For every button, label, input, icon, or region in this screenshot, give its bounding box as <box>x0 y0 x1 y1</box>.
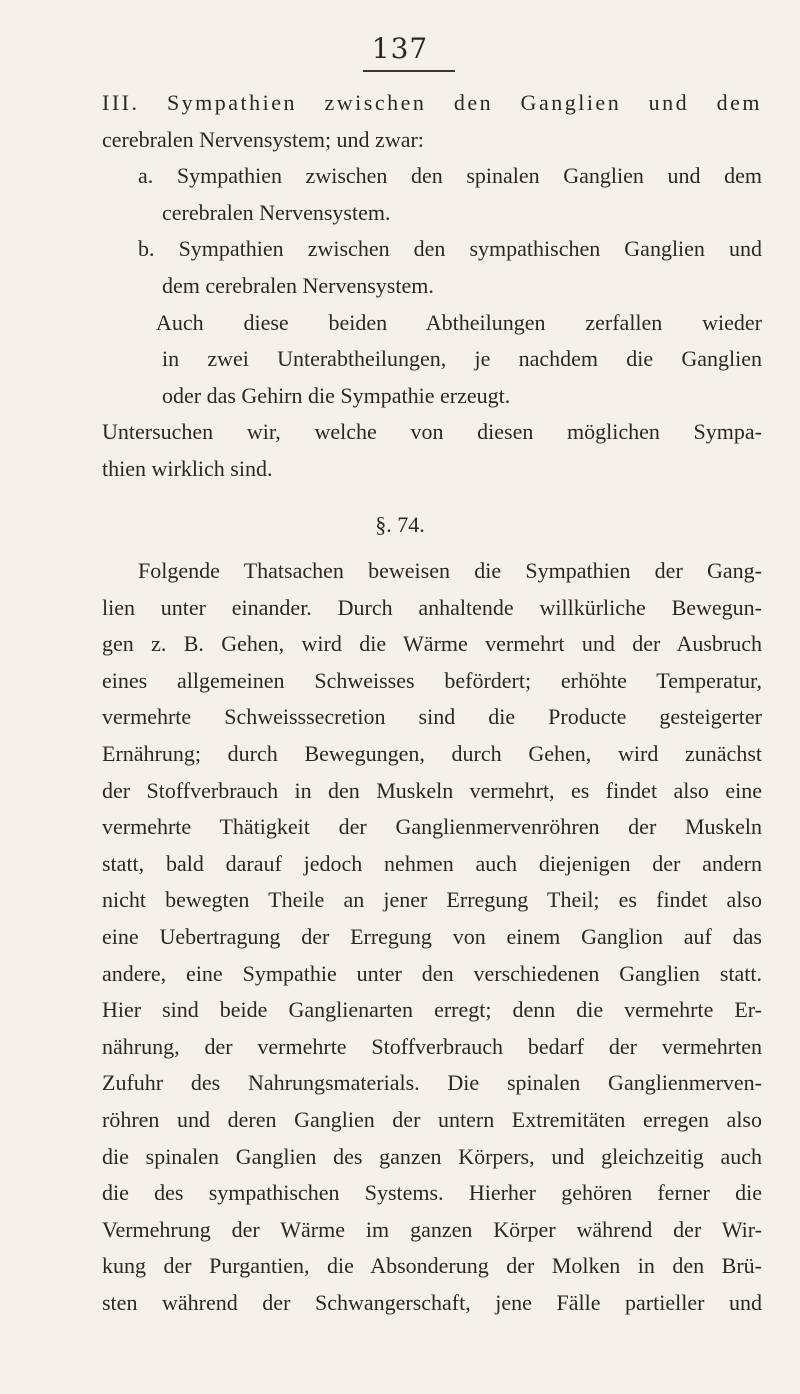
text-line: Auch diese beiden Abtheilungen zerfallen wieder <box>156 309 762 335</box>
text-line: vermehrte Thätigkeit der Ganglienmervenröhren der Muskeln <box>102 814 762 840</box>
text-line: lien unter einander. Durch anhaltende willkürliche Bewegun- <box>102 594 762 620</box>
section-heading: §. 74. <box>375 512 425 537</box>
text-line: III. Sympathien zwischen den Ganglien und dem <box>102 90 762 115</box>
text-line: Vermehrung der Wärme im ganzen Körper während der Wir- <box>102 1216 762 1242</box>
text-line: vermehrte Schweisssecretion sind die Producte gesteigerter <box>102 704 762 730</box>
text-line: eine Uebertragung der Erregung von einem Ganglion auf das <box>102 924 762 949</box>
text-line: die spinalen Ganglien des ganzen Körpers, und gleichzeitig auch <box>102 1143 762 1169</box>
text-line: der Stoffverbrauch in den Muskeln vermehrt, es findet also eine <box>102 777 762 803</box>
page-number-underline <box>363 70 455 72</box>
text-line: thien wirklich sind. <box>102 456 273 481</box>
text-line: Untersuchen wir, welche von diesen möglichen Sympa- <box>102 419 762 445</box>
text-line: sten während der Schwangerschaft, jene Fälle partieller und <box>102 1290 762 1315</box>
text-line: in zwei Unterabtheilungen, je nachdem die Ganglien <box>162 346 762 372</box>
text-line: kung der Purgantien, die Absonderung der Molken in den Brü- <box>102 1253 762 1279</box>
text-line: röhren und deren Ganglien der untern Extremitäten erregen also <box>102 1107 762 1132</box>
text-line: andere, eine Sympathie unter den verschiedenen Ganglien statt. <box>102 960 762 986</box>
text-line: oder das Gehirn die Sympathie erzeugt. <box>162 382 511 408</box>
text-line: Folgende Thatsachen beweisen die Sympathien der Gang- <box>138 558 762 583</box>
text-line: gen z. B. Gehen, wird die Wärme vermehrt und der Ausbruch <box>102 631 762 657</box>
page-number: 137 <box>371 32 429 65</box>
text-line: a. Sympathien zwischen den spinalen Ganglien und dem <box>138 163 762 189</box>
text-line: nicht bewegten Theile an jener Erregung Theil; es findet also <box>102 887 762 913</box>
text-line: eines allgemeinen Schweisses befördert; erhöhte Temperatur, <box>102 667 762 693</box>
text-line: b. Sympathien zwischen den sympathischen Ganglien und <box>138 236 762 262</box>
text-line: cerebralen Nervensystem. <box>162 199 391 225</box>
text-line: statt, bald darauf jedoch nehmen auch diejenigen der andern <box>102 850 762 876</box>
text-line: cerebralen Nervensystem; und zwar: <box>102 126 424 152</box>
text-line: nährung, der vermehrte Stoffverbrauch bedarf der vermehrten <box>102 1033 762 1059</box>
text-line: dem cerebralen Nervensystem. <box>162 273 434 298</box>
text-line: Hier sind beide Ganglienarten erregt; denn die vermehrte Er- <box>102 997 762 1023</box>
text-line: Zufuhr des Nahrungsmaterials. Die spinalen Ganglienmerven- <box>102 1070 762 1096</box>
text-line: Ernährung; durch Bewegungen, durch Gehen, wird zunächst <box>102 741 762 766</box>
text-line: die des sympathischen Systems. Hierher gehören ferner die <box>102 1180 762 1206</box>
